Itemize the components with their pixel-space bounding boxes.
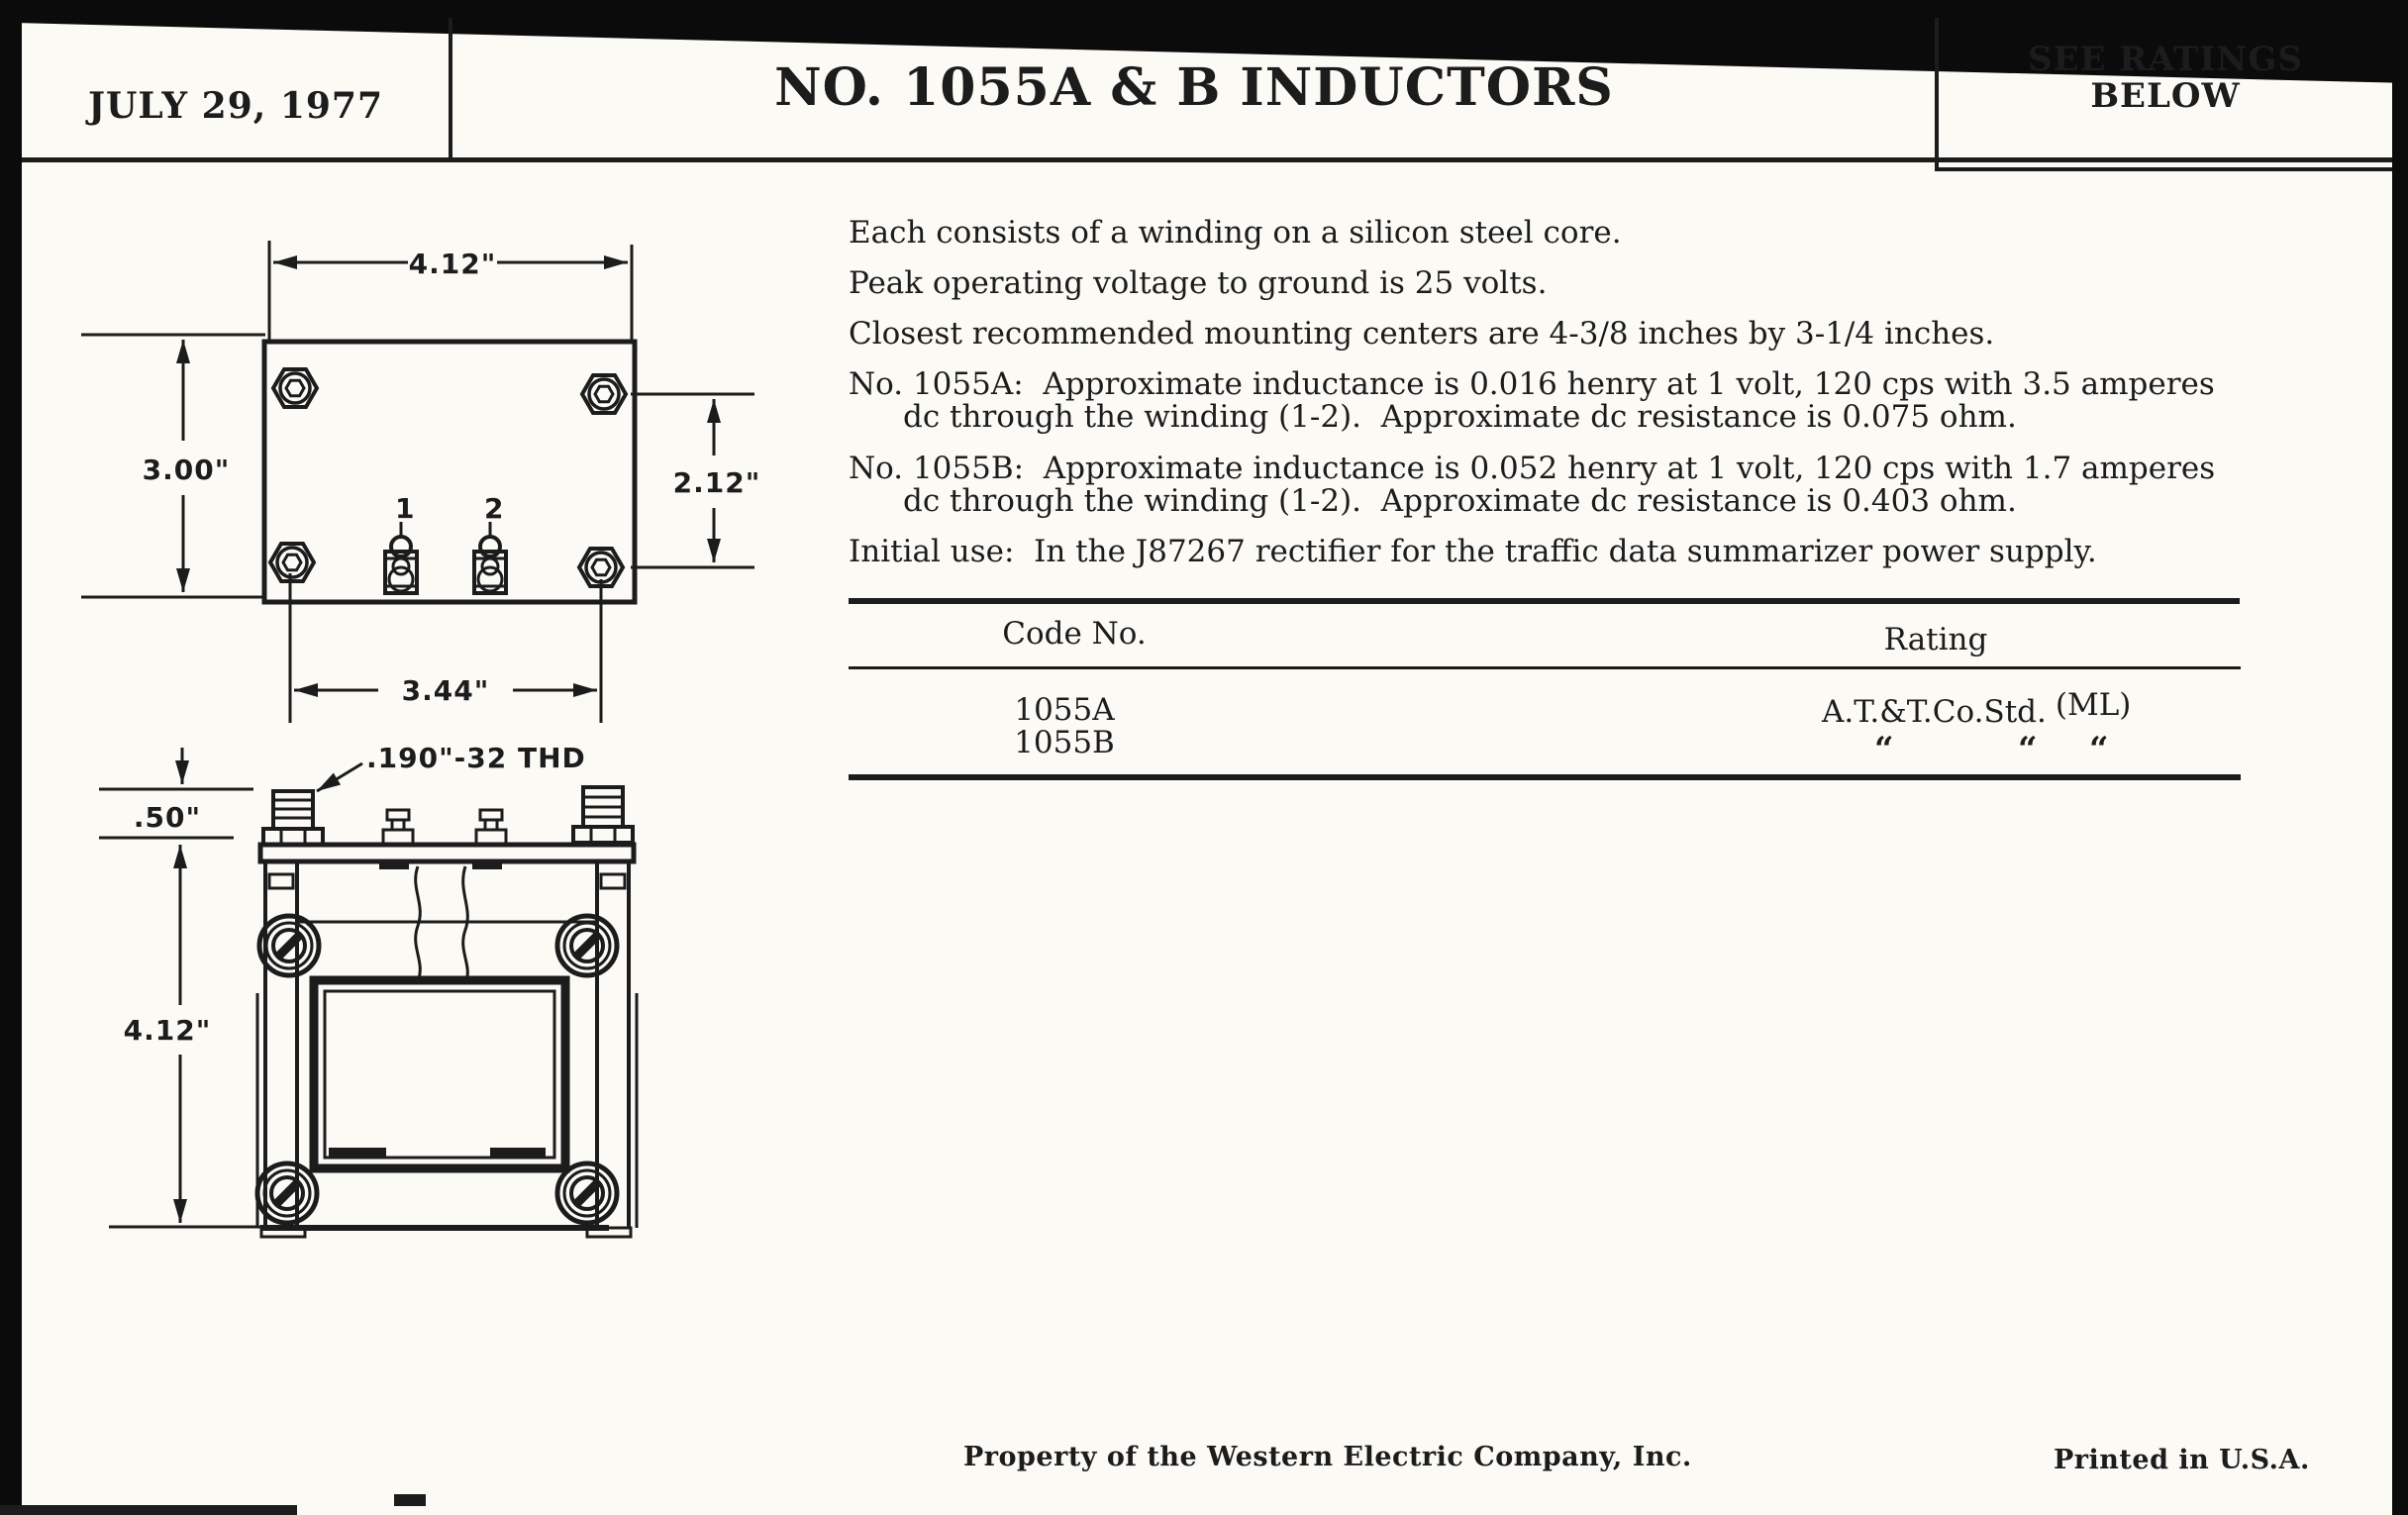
threaded-stud-right — [573, 787, 633, 843]
scan-artifact-mark — [394, 1494, 426, 1506]
table-row2-ditto: “ — [1874, 730, 1894, 769]
dim-mounting-label: 3.44" — [401, 674, 490, 707]
dim-left-height-label: 3.00" — [142, 454, 231, 486]
table-top-rule — [849, 598, 2240, 604]
page-title: NO. 1055A & B INDUCTORS — [774, 57, 1614, 118]
front-view-drawing — [69, 728, 683, 1282]
table-row1-rating — [1822, 687, 2132, 730]
table-row2-ditto: “ — [2089, 730, 2109, 769]
table-row2-ditto: “ — [2018, 730, 2038, 769]
base — [260, 1228, 631, 1237]
dimension-width-412 — [269, 241, 632, 342]
table-header-rating: Rating — [1883, 622, 1988, 657]
winding — [297, 866, 597, 983]
thread-label: .190"-32 THD — [366, 742, 586, 774]
description-line-1055a: No. 1055A: Approximate inductance is 0.016 henry at 1 volt, 120 cps with 3.5 amperes — [849, 366, 2215, 402]
table-row2-code: 1055B — [1014, 725, 1115, 760]
coil-tab-right — [472, 861, 502, 869]
terminal-1 — [385, 492, 417, 593]
slotted-screw-upper-right — [557, 916, 617, 975]
dim-width-label: 4.12" — [408, 248, 497, 280]
issue-date: JULY 29, 1977 — [87, 85, 384, 127]
description-line-1055a-cont: dc through the winding (1-2). Approximate dc resistance is 0.075 ohm. — [903, 399, 2017, 435]
dimension-body-412 — [109, 845, 260, 1227]
threaded-stud-left — [263, 791, 323, 845]
coil-tab-left — [379, 861, 409, 869]
dimension-mounting-344 — [290, 573, 601, 723]
rating-note: (ML) — [2055, 687, 2132, 723]
bracket-right — [597, 861, 637, 1228]
dimension-stud-50 — [99, 748, 253, 838]
scan-edge-left — [0, 0, 22, 1515]
dim-body-height-label: 4.12" — [123, 1014, 212, 1047]
ratings-box-bottom-rule — [1935, 167, 2392, 171]
see-ratings-note-line2: BELOW — [2090, 76, 2241, 116]
dim-stud-label: .50" — [133, 801, 202, 834]
description-line: Peak operating voltage to ground is 25 volts. — [849, 265, 1548, 301]
slotted-screw-upper-left — [259, 916, 319, 975]
terminal-post-1 — [383, 810, 413, 845]
terminal-2 — [474, 492, 506, 593]
description-line: Each consists of a winding on a silicon steel core. — [849, 215, 1622, 251]
description-line-initial-use: Initial use: In the J87267 rectifier for the traffic data summarizer power supply. — [849, 534, 2097, 569]
mounting-nut-top-left — [273, 369, 317, 407]
top-view-drawing — [59, 203, 792, 738]
thread-callout — [317, 742, 586, 791]
table-bottom-rule — [849, 774, 2241, 780]
dim-right-height-label: 2.12" — [672, 466, 761, 499]
scan-edge-bottom-streak — [0, 1505, 297, 1515]
front-view-mounting-plate — [260, 845, 634, 861]
description-line-1055b: No. 1055B: Approximate inductance is 0.052 henry at 1 volt, 120 cps with 1.7 amperes — [849, 451, 2216, 486]
table-row1-code: 1055A — [1014, 692, 1115, 728]
property-note: Property of the Western Electric Company, Inc. — [963, 1442, 1692, 1472]
scan-edge-right — [2392, 0, 2408, 1515]
dimension-height-212 — [631, 394, 760, 567]
terminal-post-2 — [476, 810, 506, 845]
table-header-code: Code No. — [1002, 616, 1147, 652]
top-view-plate-outline — [264, 342, 635, 602]
slotted-screw-lower-right — [557, 1163, 617, 1223]
mounting-nut-bottom-left — [270, 544, 314, 581]
core-window — [314, 980, 565, 1168]
terminal-2-label: 2 — [484, 492, 505, 525]
description-line: Closest recommended mounting centers are 4-3/8 inches by 3-1/4 inches. — [849, 316, 1995, 352]
mounting-nut-top-right — [582, 375, 626, 413]
printed-note: Printed in U.S.A. — [2054, 1445, 2310, 1475]
header-bottom-rule — [22, 157, 2392, 162]
dimension-height-300 — [81, 335, 265, 597]
rating-text: A.T.&T.Co.Std. — [1822, 694, 2047, 730]
see-ratings-note-line1: SEE RATINGS — [2028, 40, 2303, 79]
table-header-rule — [849, 666, 2241, 669]
terminal-1-label: 1 — [395, 492, 416, 525]
description-line-1055b-cont: dc through the winding (1-2). Approximate dc resistance is 0.403 ohm. — [903, 483, 2017, 519]
